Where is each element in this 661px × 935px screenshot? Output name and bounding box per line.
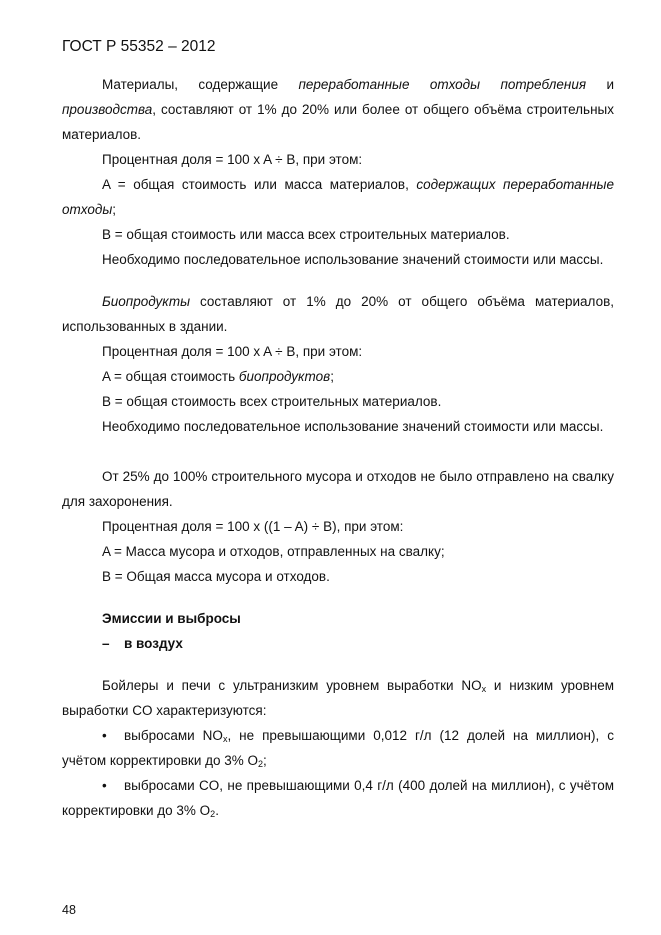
bio-formula: Процентная доля = 100 x A ÷ B, при этом: (102, 344, 363, 359)
bullet-icon: • (102, 728, 107, 743)
bio-definition-a: A = общая стоимость биопродуктов; (102, 369, 334, 384)
recycled-definition-b: B = общая стоимость или масса всех строительных материалов. (102, 227, 510, 242)
recycled-note: Необходимо последовательное использование значений стоимости или массы. (102, 252, 604, 267)
emissions-heading: Эмиссии и выбросы (102, 611, 241, 626)
page-number: 48 (62, 903, 76, 917)
list-item: • выбросами CO, не превышающими 0,4 г/л (400 долей на миллион), с учётом корректировки до 3% $O_2$. (62, 773, 614, 823)
waste-paragraph: От 25% до 100% строительного мусора и отходов не было отправлено на свалку для захоронения. (62, 469, 614, 509)
recycled-paragraph: Материалы, содержащие переработанные отходы потребления и производства, составляют от 1% до 20% или более от общего объёма строительных материалов. (62, 77, 614, 142)
dash-marker: – (102, 636, 110, 651)
bio-paragraph: Биопродукты составляют от 1% до 20% от общего объёма материалов, использованных в здании. (62, 294, 614, 334)
page-body (62, 72, 614, 823)
bio-definition-b: B = общая стоимость всех строительных материалов. (102, 394, 442, 409)
bullet-icon: • (102, 778, 107, 793)
emissions-intro: Бойлеры и печи с ультранизким уровнем выработки $NO_x$ и низким уровнем выработки CO характеризуются: (62, 678, 614, 718)
list-item: • выбросами $NO_x$, не превышающими 0,012 г/л (12 долей на миллион), с учётом корректировки до 3% $O_2$; (62, 723, 614, 773)
recycled-formula: Процентная доля = 100 x A ÷ B, при этом: (102, 152, 363, 167)
recycled-definition-a: A = общая стоимость или масса материалов, содержащих переработанные отходы; (62, 177, 614, 217)
document-header: ГОСТ Р 55352 – 2012 (62, 38, 216, 55)
air-subheading: – в воздух (62, 631, 614, 656)
waste-definition-a: A = Масса мусора и отходов, отправленных на свалку; (102, 544, 445, 559)
waste-definition-b: B = Общая масса мусора и отходов. (102, 569, 330, 584)
bio-note: Необходимо последовательное использование значений стоимости или массы. (102, 419, 604, 434)
waste-formula: Процентная доля = 100 x ((1 – A) ÷ B), при этом: (102, 519, 404, 534)
